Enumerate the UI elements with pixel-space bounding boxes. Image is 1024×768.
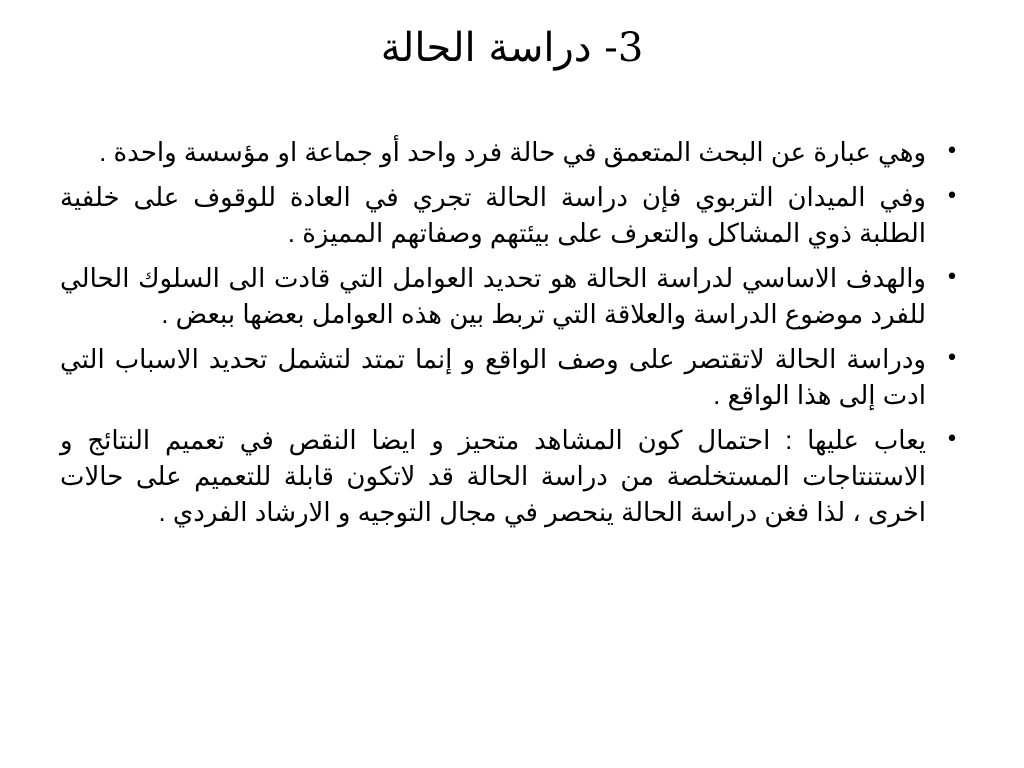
bullet-item — [60, 341, 964, 413]
bullet-item — [60, 179, 964, 251]
bullet-item — [60, 422, 964, 530]
bullet-text: يعاب عليها : احتمال كون المشاهد متحيز و ايضا النقص في تعميم النتائج و الاستنتاجات المستخلصة من دراسة الحالة قد لاتكون قابلة للتعميم على حالات اخرى ، لذا فغن دراسة الحالة ينحصر في مجال التوجيه و الارشاد الفردي . — [60, 425, 926, 527]
bullet-marker: • — [945, 139, 959, 164]
slide-title: 3- دراسة الحالة — [380, 25, 644, 71]
bullet-marker: • — [945, 184, 959, 209]
bullet-text: والهدف الاساسي لدراسة الحالة هو تحديد العوامل التي قادت الى السلوك الحالي للفرد موضوع الدراسة والعلاقة التي تربط بين هذه العوامل بعضها ببعض . — [60, 263, 926, 329]
bullet-text: ودراسة الحالة لاتقتصر على وصف الواقع و إنما تمتد لتشمل تحديد الاسباب التي ادت إلى هذا الواقع . — [60, 344, 926, 410]
bullet-item — [60, 134, 964, 170]
bullet-marker: • — [945, 265, 959, 290]
bullet-marker: • — [945, 427, 959, 452]
bullet-item — [60, 260, 964, 332]
bullet-marker: • — [945, 346, 959, 371]
bullet-text: وفي الميدان التربوي فإن دراسة الحالة تجري في العادة للوقوف على خلفية الطلبة ذوي المشاكل والتعرف على بيئتهم وصفاتهم المميزة . — [60, 182, 926, 248]
bullet-list — [60, 134, 964, 539]
bullet-text: وهي عبارة عن البحث المتعمق في حالة فرد واحد أو جماعة او مؤسسة واحدة . — [99, 137, 926, 167]
